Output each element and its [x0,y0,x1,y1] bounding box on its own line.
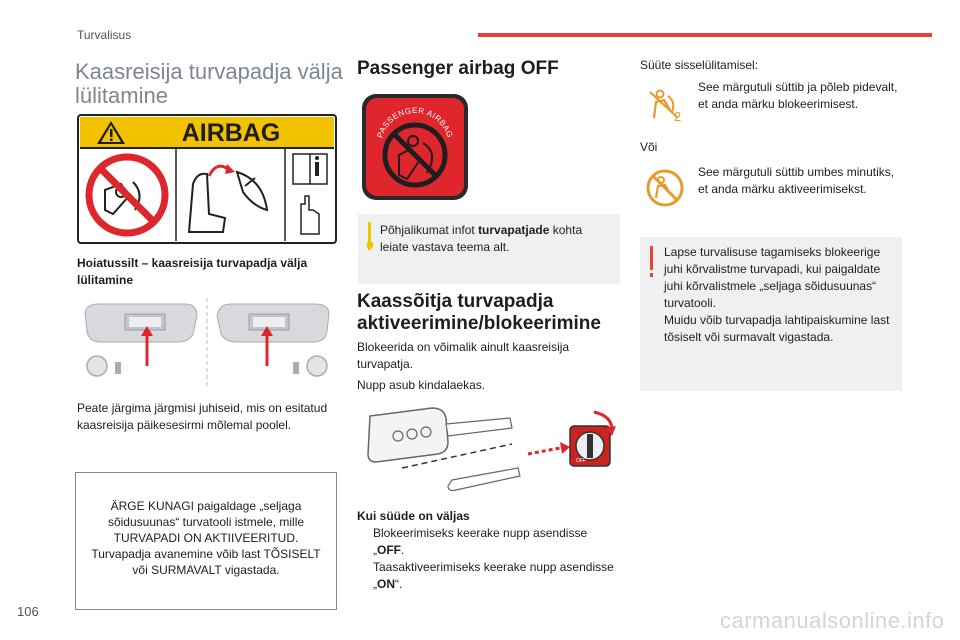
info-text: Põhjalikumat infot turvapatjade kohta leiate vastava teema alt. [380,223,583,254]
info-box [358,214,620,284]
header-accent-line [478,33,932,37]
list-item-reactivate: Taasaktiveerimiseks keerake nupp asendisse „ON“. [373,560,614,591]
airbag-off-warning-lamp-icon [648,88,684,122]
info-accent-bar [368,222,371,250]
alert-icon [650,246,653,270]
alert-dot [650,273,653,277]
left-title: Kaasreisija turvapadja välja lülitamine [75,59,343,108]
child-seat-warning-box [75,472,337,610]
list-item-block: Blokeerimiseks keerake nupp asendisse „OFF. [373,526,588,557]
label-caption: Hoiatussilt – kaasreisija turvapadja välja lülitamine [77,256,308,287]
watermark: carmanualsonline.info [720,608,945,633]
sun-visors-illustration [77,296,337,388]
airbag-warning-label [77,114,337,244]
airbag-on-warning-lamp-icon [645,168,685,208]
child-seat-warning-text: ÄRGE KUNAGI paigaldage „seljaga sõidusuunas“ turvatooli istmele, mille TURVAPADI ON AKTIIVEERITUD. Turvapadja avanemine võib last TÕSISELT või SURMAVALT vigastada. [91,499,321,577]
section-label: Turvalisus [77,28,132,42]
activation-title: Kaassõitja turvapadja aktiveerimine/blokeerimine [357,291,601,334]
glovebox-paragraph: Nupp asub kindalaekas. [357,378,486,392]
page-number: 106 [17,604,39,619]
passenger-airbag-off-icon [361,93,469,201]
or-text: Või [640,140,658,154]
switch-off-text: OFF [576,458,586,464]
visor-instructions: Peate järgima järgmisi juhiseid, mis on esitatud kaasreisija päikesesirmi mõlemal poolel. [77,401,328,432]
ignition-on-intro: Süüte sisselülitamisel: [640,58,759,72]
airbag-label-word: AIRBAG [181,119,281,147]
icon-arc-text: PASSENGER AIRBAG [375,105,455,140]
lamp2-description: See märgutuli süttib umbes minutiks, et anda märku aktiveerimisekst. [698,165,895,196]
ignition-off-subheading: Kui süüde on väljas [357,509,470,523]
lamp1-description: See märgutuli süttib ja põleb pidevalt, et anda märku blokeerimisest. [698,80,898,111]
alert-box [640,237,902,391]
svg-text:2: 2 [674,109,682,122]
alert-text: Lapse turvalisuse tagamiseks blokeerige juhi kõrvalistme turvapadi, kui paigaldate juhi kõrvalistmele „seljaga sõidusuunas“ turvatooli. Muidu võib turvapadja lahtipaiskumine last tõsiselt või surmavalt vigastada. [664,245,890,344]
passenger-airbag-off-title: Passenger airbag OFF [357,58,559,79]
only-passenger-paragraph: Blokeerida on võimalik ainult kaasreisija turvapatja. [357,340,570,371]
key-switch-illustration [362,402,618,502]
